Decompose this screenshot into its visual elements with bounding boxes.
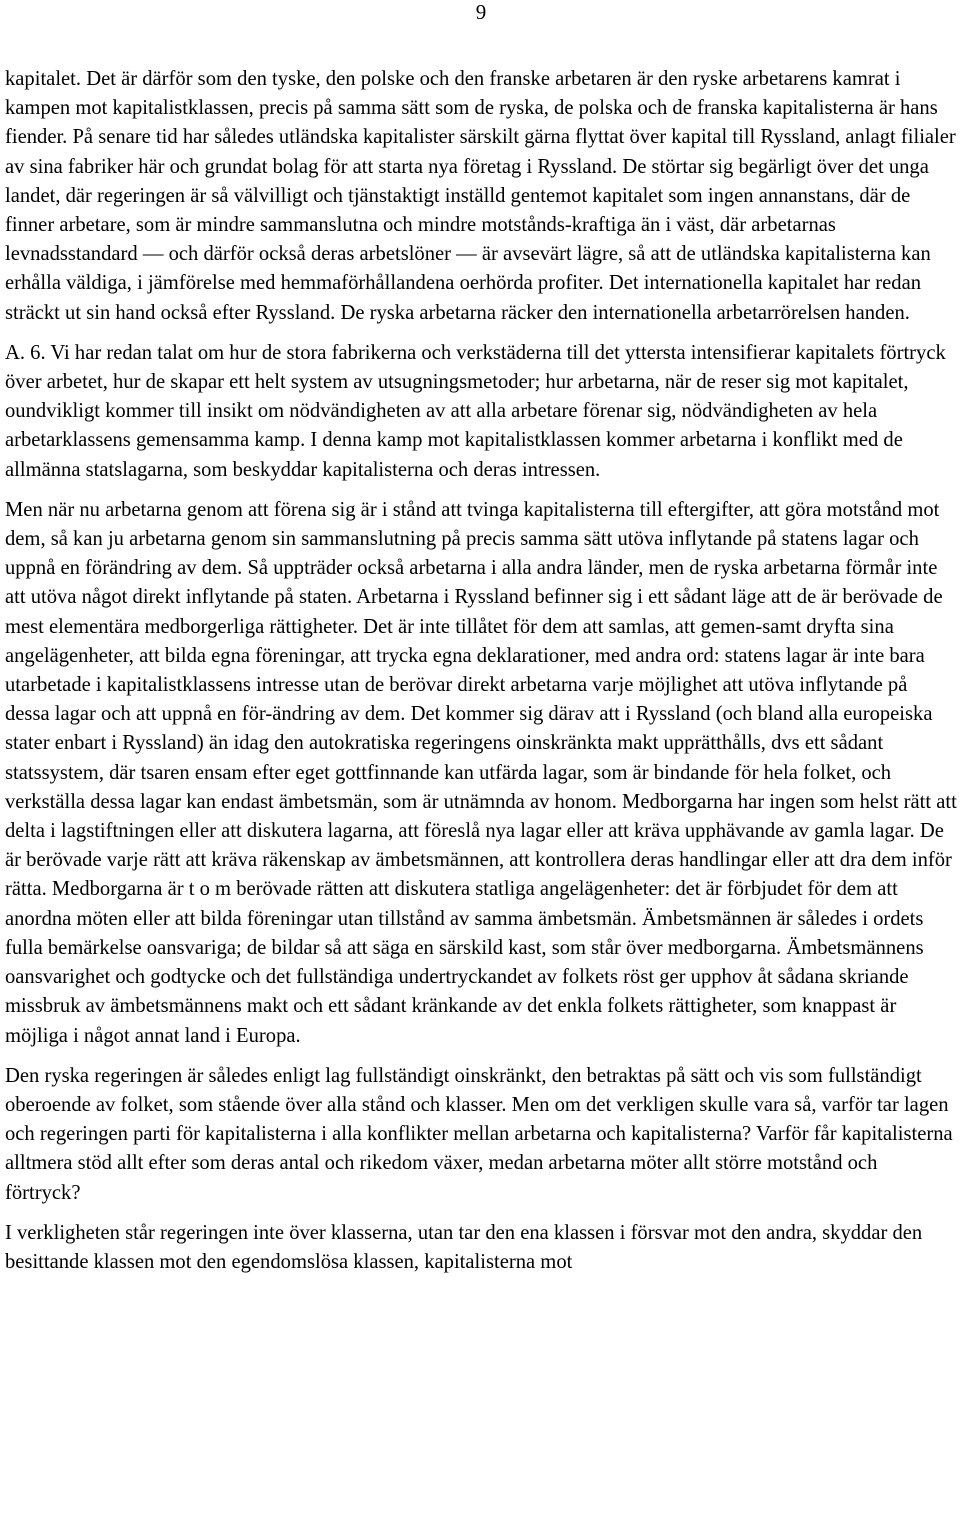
paragraph-5: I verkligheten står regeringen inte över klasserna, utan tar den ena klassen i försvar mot den andra, skyddar den besittande klassen mot den egendomslösa klassen, kapitalisterna mot bbox=[5, 1221, 923, 1273]
page-number: 9 bbox=[475, 0, 487, 24]
paragraph-2: A. 6. Vi har redan talat om hur de stora fabrikerna och verkstäderna till det yttersta intensifierar kapitalets förtryck över arbetet, hur de skapar ett helt system av utsugningsmetoder; hur arbetarna, när de reser sig mot kapitalet, oundvikligt kommer till insikt om nödvändigheten av att alla arbetare förenar sig, nödvändigheten av hela arbetarklassens gemensamma kamp. I denna kamp mot kapitalistklassen kommer arbetarna i konflikt med de allmänna statslagarna, som beskyddar kapitalisterna och deras intressen. bbox=[5, 341, 946, 481]
paragraph-4: Den ryska regeringen är således enligt lag fullständigt oinskränkt, den betraktas på sätt och vis som fullständigt oberoende av folket, som stående över alla stånd och klasser. Men om det verkligen skulle vara så, varför tar lagen och regeringen parti för kapitalisterna i alla konflikter mellan arbetarna och kapitalisterna? Varför får kapitalisterna alltmera stöd allt efter som deras antal och rikedom växer, medan arbetarna möter allt större motstånd och förtryck? bbox=[5, 1064, 953, 1204]
paragraph-1: kapitalet. Det är därför som den tyske, den polske och den franske arbetaren är den ryske arbetarens kamrat i kampen mot kapitalistklassen, precis på samma sätt som de ryska, de polska och de franska kapitalisterna är hans fiender. På senare tid har således utländska kapitalister särskilt gärna flyttat över kapital till Ryssland, anlagt filialer av sina fabriker här och grundat bolag för att starta nya företag i Ryssland. De störtar sig begärligt över det unga landet, där regeringen är så välvilligt och tjänstaktigt inställd gentemot kapitalet som ingen annanstans, där de finner arbetare, som är mindre sammanslutna och mindre motstånds-kraftiga än i väst, där arbetarnas levnadsstandard — och därför också deras arbetslöner — är avsevärt lägre, så att de utländska kapitalisterna kan erhålla väldiga, i jämförelse med hemmaförhållandena oerhörda profiter. Det internationella kapitalet har redan sträckt ut sin hand också efter Ryssland. De ryska arbetarna räcker den internationella arbetarrörelsen handen. bbox=[5, 68, 956, 324]
paragraph-3: Men när nu arbetarna genom att förena sig är i stånd att tvinga kapitalisterna till eftergifter, att göra motstånd mot dem, så kan ju arbetarna genom sin sammanslutning på precis samma sätt utöva inflytande på statens lagar och uppnå en förändring av dem. Så uppträder också arbetarna i alla andra länder, men de ryska arbetarna förmår inte att utöva något direkt inflytande på staten. Arbetarna i Ryssland befinner sig i ett sådant läge att de är berövade de mest elementära medborgerliga rättigheter. Det är inte tillåtet för dem att samlas, att gemen-samt dryfta sina angelägenheter, att bilda egna föreningar, att trycka egna deklarationer, med andra ord: statens lagar är inte bara utarbetade i kapitalistklassens intresse utan de berövar direkt arbetarna varje möjlighet att utöva inflytande på dessa lagar och att uppnå en för-ändring av dem. Det kommer sig därav att i Ryssland (och bland alla europeiska stater enbart i Ryssland) än idag den autokratiska regeringens oinskränkta makt upprätthålls, dvs ett sådant statssystem, där tsaren ensam efter eget gottfinnande kan utfärda lagar, som är bindande för hela folket, och verkställa dessa lagar kan endast ämbetsmän, som är utnämnda av honom. Medborgarna har ingen som helst rätt att delta i lagstiftningen eller att diskutera lagarna, att föreslå nya lagar eller att kräva upphävande av gamla lagar. De är berövade varje rätt att kräva räkenskap av ämbetsmännen, att kontrollera deras handlingar eller att dra dem inför rätta. Medborgarna är t o m berövade rätten att diskutera statliga angelägenheter: det är förbjudet för dem att anordna möten eller att bilda föreningar utan tillstånd av samma ämbetsmän. Ämbetsmännen är således i ordets fulla bemärkelse oansvariga; de bildar så att säga en särskild kast, som står över medborgarna. Ämbetsmännens oansvarighet och godtycke och det fullständiga undertryckandet av folkets röst ger upphov åt sådana skriande missbruk av ämbetsmännens makt och ett sådant kränkande av det enkla folkets rättigheter, som knappast är möjliga i något annat land i Europa. bbox=[5, 498, 957, 1047]
document-body bbox=[5, 65, 957, 1277]
